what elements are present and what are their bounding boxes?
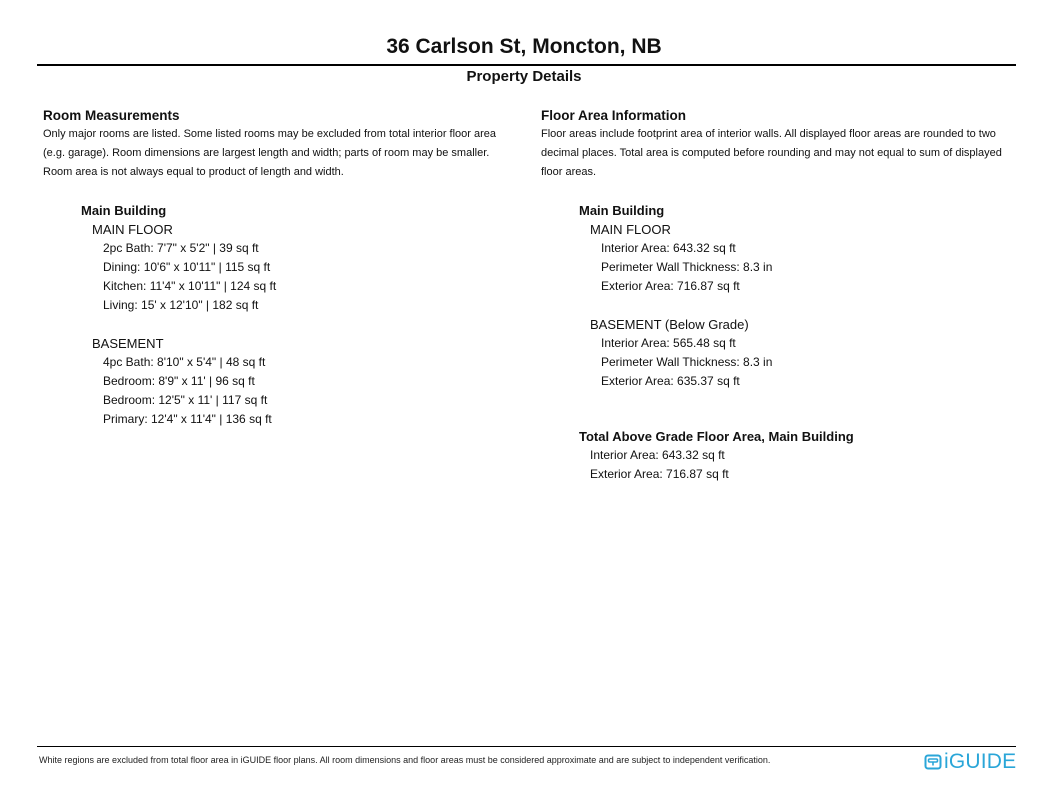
area-entry: Perimeter Wall Thickness: 8.3 in xyxy=(601,259,773,274)
page-subtitle: Property Details xyxy=(466,68,582,85)
floor-name: BASEMENT xyxy=(92,335,164,351)
page-title: 36 Carlson St, Moncton, NB xyxy=(386,35,662,58)
total-area-block xyxy=(590,446,1023,484)
spacer xyxy=(81,315,518,334)
spacer xyxy=(579,296,1023,315)
iguide-logo-text: iGUIDE xyxy=(944,750,1017,773)
room-measurements-heading: Room Measurements xyxy=(43,108,180,123)
total-area-entry: Interior Area: 643.32 sq ft xyxy=(590,447,725,462)
room-entry: Kitchen: 11'4" x 10'11" | 124 sq ft xyxy=(103,278,277,293)
footer-divider xyxy=(37,746,1016,747)
area-building-title: Main Building xyxy=(579,202,665,218)
room-entry: Dining: 10'6" x 10'11" | 115 sq ft xyxy=(103,259,271,274)
area-floor-main xyxy=(590,220,1023,296)
floor-name: MAIN FLOOR xyxy=(590,221,671,237)
room-entry: Primary: 12'4" x 11'4" | 136 sq ft xyxy=(103,411,272,426)
spacer xyxy=(579,391,1023,427)
room-entry: Bedroom: 12'5" x 11' | 117 sq ft xyxy=(103,392,268,407)
room-measurements-section xyxy=(43,107,518,429)
iguide-logo-icon xyxy=(924,753,944,771)
iguide-logo xyxy=(924,749,1016,775)
area-entry: Perimeter Wall Thickness: 8.3 in xyxy=(601,354,773,369)
title-divider xyxy=(37,64,1016,66)
room-building-title: Main Building xyxy=(81,202,167,218)
room-entry: 2pc Bath: 7'7" x 5'2" | 39 sq ft xyxy=(103,240,259,255)
floor-area-description: Floor areas include footprint area of interior walls. All displayed floor areas are rounded to two decimal places. Total area is computed before rounding and may not equal to sum of displayed floor areas. xyxy=(541,128,1002,179)
footer-disclaimer: White regions are excluded from total floor area in iGUIDE floor plans. All room dimensions and floor areas must be considered approximate and are subject to independent verification. xyxy=(39,755,771,765)
area-entry: Exterior Area: 716.87 sq ft xyxy=(601,278,740,293)
room-building-block xyxy=(81,201,518,429)
room-entry: Living: 15' x 12'10" | 182 sq ft xyxy=(103,297,259,312)
room-floor-basement xyxy=(92,334,518,429)
room-measurements-description: Only major rooms are listed. Some listed rooms may be excluded from total interior floor area (e.g. garage). Room dimensions are largest length and width; parts of room may be smaller. Room area is not always equal to product of length and width. xyxy=(43,128,497,179)
area-building-block xyxy=(579,201,1023,484)
floor-name: MAIN FLOOR xyxy=(92,221,173,237)
room-entry: 4pc Bath: 8'10" x 5'4" | 48 sq ft xyxy=(103,354,266,369)
room-floor-main xyxy=(92,220,518,315)
room-entry: Bedroom: 8'9" x 11' | 96 sq ft xyxy=(103,373,255,388)
area-entry: Exterior Area: 635.37 sq ft xyxy=(601,373,740,388)
total-area-heading: Total Above Grade Floor Area, Main Building xyxy=(579,428,854,444)
floor-area-heading: Floor Area Information xyxy=(541,108,687,123)
area-entry: Interior Area: 565.48 sq ft xyxy=(601,335,736,350)
total-area-entry: Exterior Area: 716.87 sq ft xyxy=(590,466,729,481)
floor-area-section xyxy=(541,107,1023,484)
area-entry: Interior Area: 643.32 sq ft xyxy=(601,240,736,255)
floor-name: BASEMENT (Below Grade) xyxy=(590,316,749,332)
area-floor-basement xyxy=(590,315,1023,391)
